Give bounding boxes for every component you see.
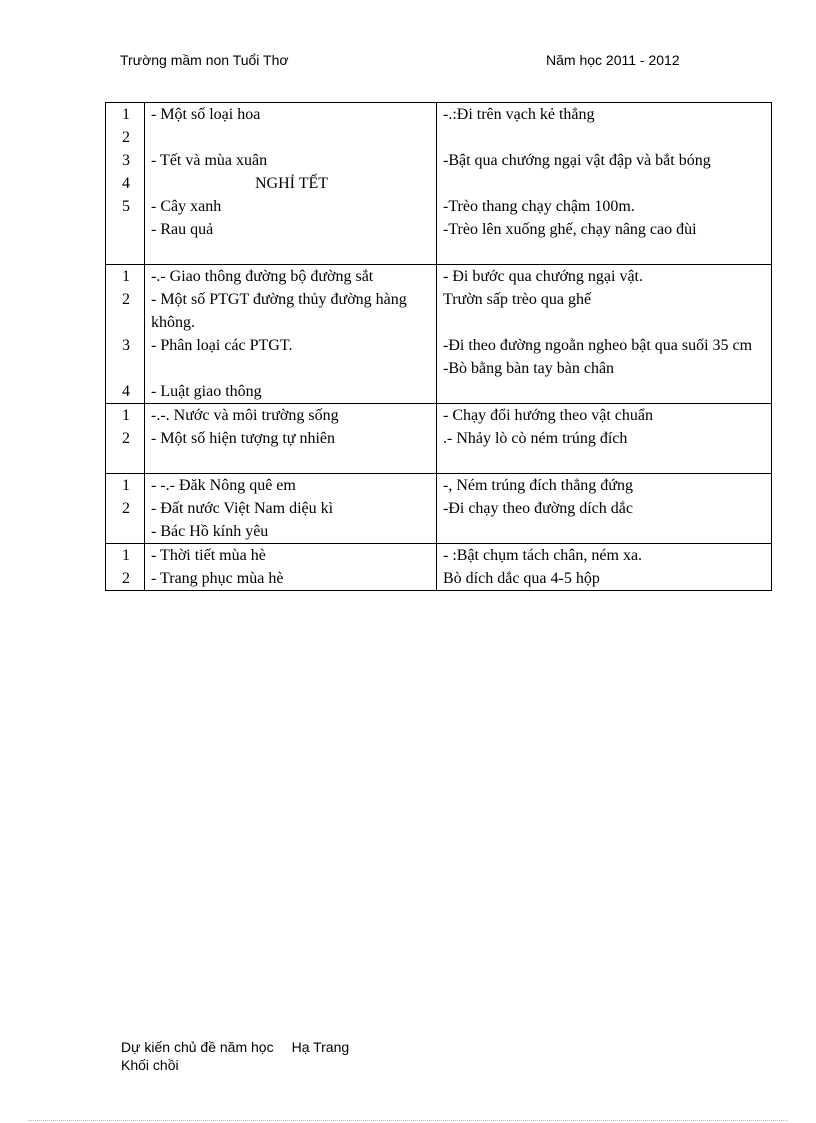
table-row [106, 474, 772, 544]
activity-text: -Đi theo đường ngoằn ngheo bật qua suối 35 cm [443, 337, 753, 354]
activity-text: -.:Đi trên vạch kẻ thẳng [443, 106, 595, 123]
week-number: 2 [122, 430, 130, 447]
activity-text: -Bật qua chướng ngại vật đập và bắt bóng [443, 152, 711, 169]
week-number: 1 [122, 477, 130, 494]
topics-cell [145, 103, 437, 265]
week-numbers-cell [106, 404, 145, 474]
activities-cell [437, 474, 772, 544]
week-number: 2 [122, 129, 130, 146]
topic-text: - Trang phục mùa hè [151, 570, 284, 587]
topic-text: - Đất nước Việt Nam diệu kì [151, 500, 334, 517]
activity-text: -Trèo thang chạy chậm 100m. [443, 198, 635, 215]
table-row [106, 103, 772, 265]
week-number: 2 [122, 500, 130, 517]
week-numbers-cell [106, 474, 145, 544]
curriculum-table [105, 102, 772, 591]
topic-text: - Cây xanh [151, 198, 222, 215]
activity-text: Bò dích dắc qua 4-5 hộp [443, 570, 600, 587]
week-number: 3 [122, 152, 130, 169]
table-row [106, 544, 772, 591]
activity-text [443, 126, 767, 149]
topics-cell [145, 265, 437, 404]
page-bottom-divider [28, 1120, 788, 1121]
topic-text: - Một số hiện tượng tự nhiên [151, 430, 336, 447]
activity-text: -Bò bằng bàn tay bàn chân [443, 360, 615, 377]
activities-cell [437, 103, 772, 265]
activities-cell [437, 265, 772, 404]
topic-text: - -.- Đăk Nông quê em [151, 477, 296, 494]
topic-text [151, 126, 432, 149]
week-numbers-cell [106, 103, 145, 265]
activity-text: - Chạy đổi hướng theo vật chuẩn [443, 407, 653, 424]
week-number [112, 218, 140, 241]
topic-text: - Bác Hồ kính yêu [151, 523, 269, 540]
footer-author: Hạ Trang [291, 1039, 350, 1055]
page-header [120, 52, 690, 72]
week-number: 1 [122, 407, 130, 424]
footer-line [121, 1038, 349, 1056]
activity-text: -Đi chạy theo đường dích dắc [443, 500, 633, 517]
week-number: 1 [122, 268, 130, 285]
week-numbers-cell [106, 265, 145, 404]
activities-cell [437, 404, 772, 474]
topic-text: - Rau quả [151, 221, 214, 238]
week-number [112, 520, 140, 543]
topic-text: - Tết và mùa xuân [151, 152, 268, 169]
topic-text: - Thời tiết mùa hè [151, 547, 266, 564]
week-number: 4 [122, 175, 130, 192]
week-number: 4 [122, 383, 130, 400]
topic-text: -.-. Nước và môi trường sống [151, 407, 339, 424]
week-number: 2 [122, 291, 130, 308]
topic-text: - Phân loại các PTGT. [151, 337, 293, 354]
activity-text: Trườn sấp trèo qua ghế [443, 291, 592, 308]
activity-text: .- Nhảy lò cò ném trúng đích [443, 430, 628, 447]
topics-cell [145, 474, 437, 544]
holiday-label: NGHỈ TẾT [254, 175, 329, 192]
week-number: 1 [122, 106, 130, 123]
week-number: 5 [122, 198, 130, 215]
topic-text: -.- Giao thông đường bộ đường sắt [151, 268, 374, 285]
topics-cell [145, 404, 437, 474]
week-numbers-cell [106, 544, 145, 591]
activity-text: -, Ném trúng đích thẳng đứng [443, 477, 633, 494]
activity-text: -Trèo lên xuống ghế, chạy nâng cao đùi [443, 221, 697, 238]
topic-text: - Luật giao thông [151, 383, 262, 400]
topic-text: - Một số loại hoa [151, 106, 261, 123]
school-year: Năm học 2011 - 2012 [546, 52, 680, 68]
activity-text [443, 172, 767, 195]
footer-caption: Dự kiến chủ đề năm học [121, 1039, 274, 1055]
activity-text: - :Bật chụm tách chân, ném xa. [443, 547, 643, 564]
activity-text: - Đi bước qua chướng ngại vật. [443, 268, 643, 285]
week-number: 3 [122, 337, 130, 354]
table-row [106, 404, 772, 474]
activity-text [443, 520, 767, 543]
topics-cell [145, 544, 437, 591]
activities-cell [437, 544, 772, 591]
week-number: 2 [122, 570, 130, 587]
table-row [106, 265, 772, 404]
page-footer [121, 1038, 349, 1074]
footer-block: Khối chồi [121, 1057, 179, 1073]
week-number: 1 [122, 547, 130, 564]
school-name: Trường mầm non Tuổi Thơ [120, 52, 289, 68]
topic-text: - Một số PTGT đường thủy đường hàng không. [151, 291, 407, 331]
